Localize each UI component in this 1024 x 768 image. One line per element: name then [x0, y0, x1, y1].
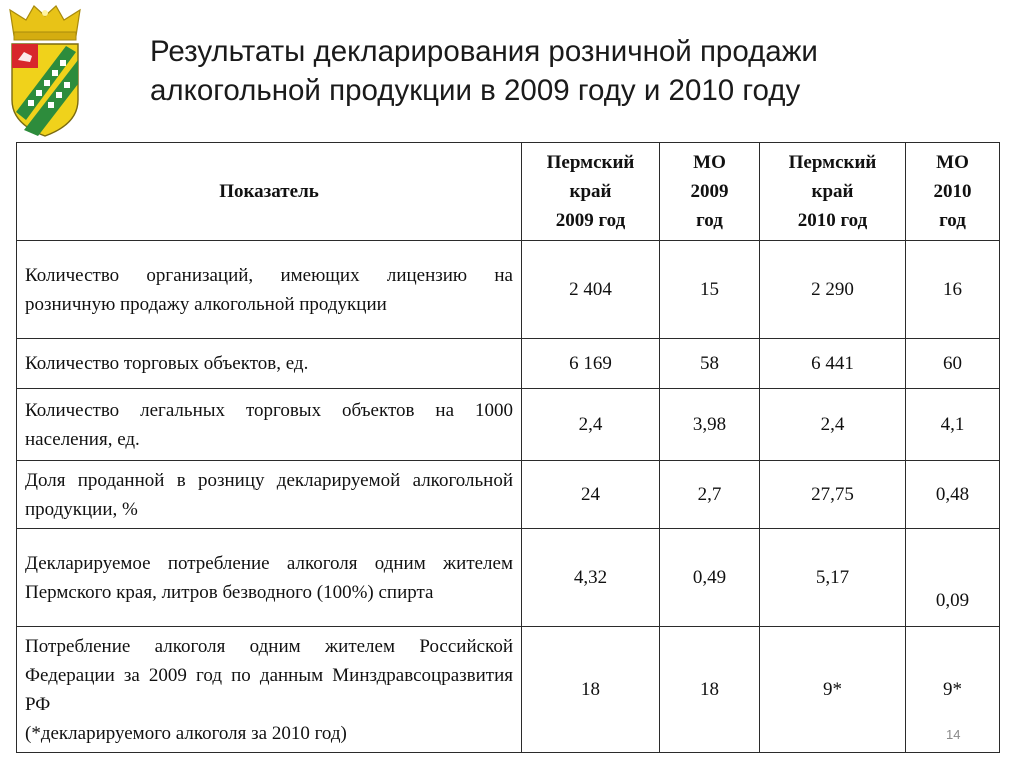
row-label: Декларируемое потребление алкоголя одним жителем Пермского края, литров безводного (100%) спирта — [17, 529, 522, 627]
coat-of-arms-icon — [4, 2, 86, 138]
cell-mo-2010: 4,1 — [906, 389, 1000, 461]
cell-perm-2009: 6 169 — [522, 339, 660, 389]
cell-perm-2010: 27,75 — [760, 461, 906, 529]
cell-mo-2010: 60 — [906, 339, 1000, 389]
table-row — [17, 339, 1000, 389]
cell-mo-2010: 9* — [906, 627, 1000, 753]
cell-perm-2010: 2,4 — [760, 389, 906, 461]
header-row — [17, 143, 1000, 241]
title-line-2: алкогольной продукции в 2009 году и 2010 году — [150, 74, 801, 107]
cell-perm-2009: 2,4 — [522, 389, 660, 461]
cell-mo-2009: 18 — [660, 627, 760, 753]
row-label-footnote: (*декларируемого алкоголя за 2010 год) — [25, 722, 347, 744]
row-label: Доля проданной в розницу декларируемой алкогольной продукции, % — [17, 461, 522, 529]
row-label-line: Потребление алкоголя одним жителем Российской Федерации за 2009 год по данным Минздравсоцразвития РФ — [25, 635, 513, 715]
row-label: Количество легальных торговых объектов на 1000 населения, ед. — [17, 389, 522, 461]
header-mo-2010: МО 2010 год — [906, 143, 1000, 241]
cell-mo-2009: 15 — [660, 241, 760, 339]
row-label: Количество организаций, имеющих лицензию на розничную продажу алкогольной продукции — [17, 241, 522, 339]
header-perm-2009: Пермский край 2009 год — [522, 143, 660, 241]
page-title — [150, 32, 1010, 110]
row-label: Количество торговых объектов, ед. — [17, 339, 522, 389]
table-row — [17, 389, 1000, 461]
table-row — [17, 627, 1000, 753]
cell-mo-2010: 0,48 — [906, 461, 1000, 529]
header-perm-2010: Пермский край 2010 год — [760, 143, 906, 241]
table-row — [17, 529, 1000, 627]
title-line-1: Результаты декларирования розничной продажи — [150, 35, 818, 68]
cell-mo-2009: 0,49 — [660, 529, 760, 627]
cell-mo-2009: 3,98 — [660, 389, 760, 461]
row-label — [17, 627, 522, 753]
table-row — [17, 461, 1000, 529]
cell-perm-2010: 9* — [760, 627, 906, 753]
cell-mo-2010: 16 — [906, 241, 1000, 339]
cell-mo-2009: 2,7 — [660, 461, 760, 529]
cell-mo-2009: 58 — [660, 339, 760, 389]
cell-perm-2010: 5,17 — [760, 529, 906, 627]
cell-perm-2009: 4,32 — [522, 529, 660, 627]
cell-perm-2009: 2 404 — [522, 241, 660, 339]
results-table — [16, 142, 1000, 753]
cell-perm-2009: 18 — [522, 627, 660, 753]
page-number: 14 — [946, 727, 961, 742]
cell-perm-2009: 24 — [522, 461, 660, 529]
cell-perm-2010: 6 441 — [760, 339, 906, 389]
table-row — [17, 241, 1000, 339]
header-mo-2009: МО 2009 год — [660, 143, 760, 241]
cell-mo-2010: 0,09 — [906, 529, 1000, 627]
header-indicator: Показатель — [17, 143, 522, 241]
cell-perm-2010: 2 290 — [760, 241, 906, 339]
